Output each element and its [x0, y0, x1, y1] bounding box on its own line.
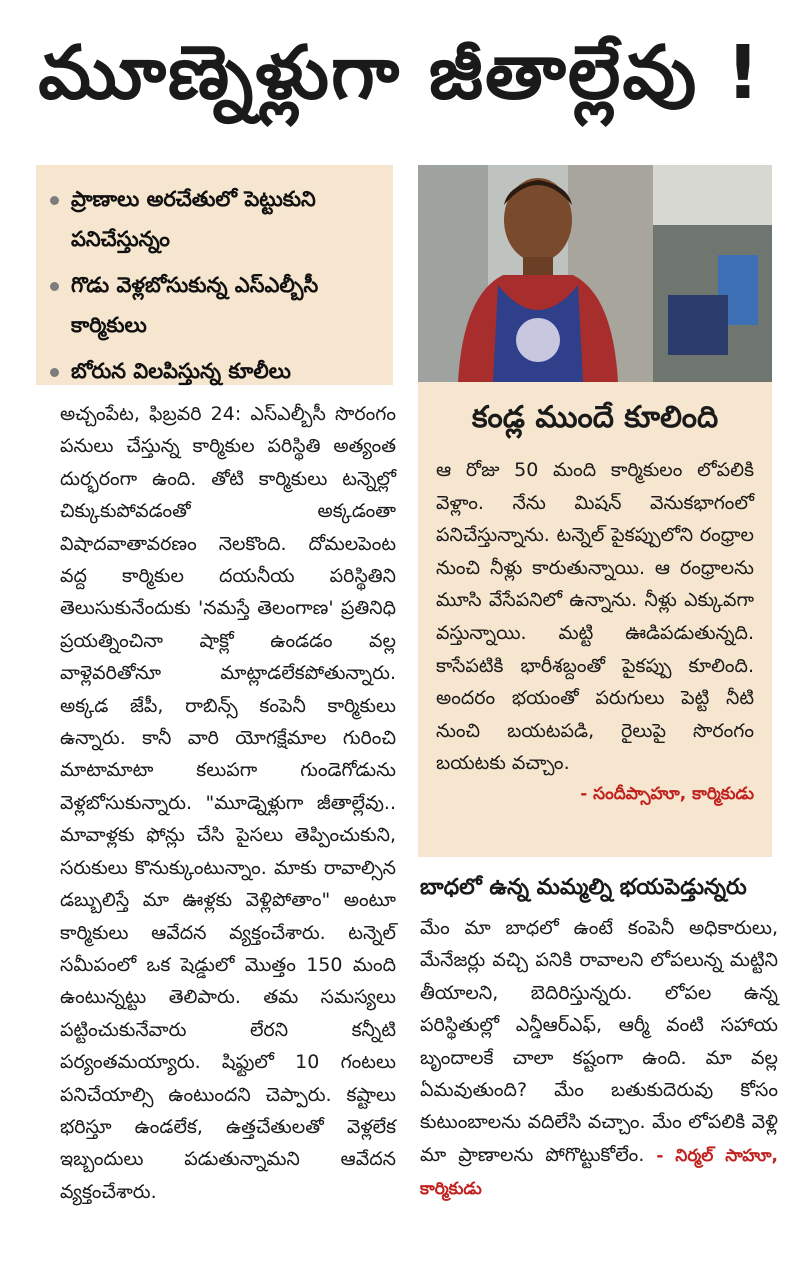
sub-article-body — [420, 912, 778, 1206]
headline: మూణ్నెళ్లుగా జీతాల్లేవు ! — [38, 30, 762, 116]
sub-article-text — [420, 912, 778, 1206]
highlight-item — [50, 179, 383, 259]
highlights-box — [36, 165, 393, 385]
quote-box — [418, 382, 772, 857]
highlight-text: బోరున విలపిస్తున్న కూలీలు — [71, 359, 291, 383]
worker-photo — [418, 165, 772, 382]
bullet-dot-icon — [50, 196, 59, 205]
worker-photo-illustration — [418, 165, 772, 382]
bullet-dot-icon — [50, 282, 59, 291]
quote-title: కండ్ల ముందే కూలింది — [471, 400, 719, 435]
quote-signature: - సందీప్సాహూ, కార్మికుడు — [580, 783, 754, 804]
highlight-item — [50, 265, 383, 345]
highlight-text: ప్రాణాలు అరచేతులో పెట్టుకుని పనిచేస్తున్నం — [71, 187, 316, 251]
quote-text: ఆ రోజు 50 మంది కార్మికులం లోపలికి వెళ్లాం. నేను మిషన్ వెనుకభాగంలో పనిచేస్తున్నాను. టన్నెల్ పైకప్పులోని రంధ్రాల నుంచి నీళ్లు కారుతున్నాయి. ఆ రంధ్రాలను మూసి వేసేపనిలో ఉన్నాను. నీళ్లు ఎక్కువగా వస్తున్నాయి. మట్టి ఊడిపడుతున్నది. కాసేపటికి భారీశబ్దంతో పైకప్పు కూలింది. అందరం భయంతో పరుగులు పెట్టి నీటి నుంచి బయటపడి, రైలుపై సొరంగం బయటకు వచ్చాం. — [436, 459, 754, 775]
sub-article-text-content: మేం మా బాధలో ఉంటే కంపెనీ అధికారులు, మేనేజర్లు వచ్చి పనికి రావాలని లోపలున్న మట్టిని తీయాలని, బెదిరిస్తున్నరు. లోపల ఉన్న పరిస్థితుల్లో ఎన్డీఆర్ఎఫ్, ఆర్మీ వంటి సహాయ బృందాలకే చాలా కష్టంగా ఉంది. మా వల్ల ఏమవుతుంది? మేం బతుకుదెరువు కోసం కుటుంబాలను వదిలేసి వచ్చాం. మేం లోపలికి వెళ్లి మా ప్రాణాలను పోగొట్టుకోలేం. — [420, 917, 778, 1166]
sub-article-heading: బాధలో ఉన్న మమ్మల్ని భయపెడ్తున్నరు — [420, 875, 747, 900]
article-body — [60, 398, 396, 1208]
bullet-dot-icon — [50, 368, 59, 377]
highlight-item — [50, 351, 383, 391]
article-text: అచ్చంపేట, ఫిబ్రవరి 24: ఎస్ఎల్బీసీ సొరంగం పనులు చేస్తున్న కార్మికుల పరిస్థితి అత్యంత దుర్భరంగా ఉంది. తోటి కార్మికులు టన్నెల్లో చిక్కుకుపోవడంతో అక్కడంతా విషాదవాతావరణం నెలకొంది. దోమలపెంట వద్ద కార్మికుల దయనీయ పరిస్థితిని తెలుసుకునేందుకు 'నమస్తే తెలంగాణ' ప్రతినిధి ప్రయత్నించినా షాక్లో ఉండడం వల్ల వాళ్లెవరితోనూ మాట్లాడలేకపోతున్నారు. అక్కడ జేపీ, రాబిన్స్ కంపెనీ కార్మికులు ఉన్నారు. కానీ వారి యోగక్షేమాల గురించి మాటామాటా కలుపగా గుండెగోడును వెళ్లబోసుకున్నారు. "మూడ్నెళ్లుగా జీతాల్లేవు.. మావాళ్లకు ఫోన్లు చేసి పైసలు తెప్పించుకుని, సరుకులు కొనుక్కుంటున్నాం. మాకు రావాల్సిన డబ్బులిస్తే మా ఊళ్లకు వెళ్లిపోతాం" అంటూ కార్మికులు ఆవేదన వ్యక్తంచేశారు. టన్నెల్ సమీపంలో ఒక షెడ్డులో మొత్తం 150 మంది ఉంటున్నట్టు తెలిపారు. తమ సమస్యలు పట్టించుకునేవారు లేరని కన్నీటి పర్యంతమయ్యారు. షిఫ్టులో 10 గంటలు పనిచేయాల్సి ఉంటుందని చెప్పారు. కష్టాలు భరిస్తూ ఉండలేక, ఉత్తచేతులతో వెళ్లలేక ఇబ్బందులు పడుతున్నామని ఆవేదన వ్యక్తంచేశారు. — [60, 403, 396, 1203]
sub-article-signature: - నిర్మల్ సాహూ, కార్మికుడు — [420, 1145, 778, 1200]
highlight-text: గొడు వెళ్లబోసుకున్న ఎస్ఎల్బీసీ కార్మికులు — [71, 273, 319, 337]
